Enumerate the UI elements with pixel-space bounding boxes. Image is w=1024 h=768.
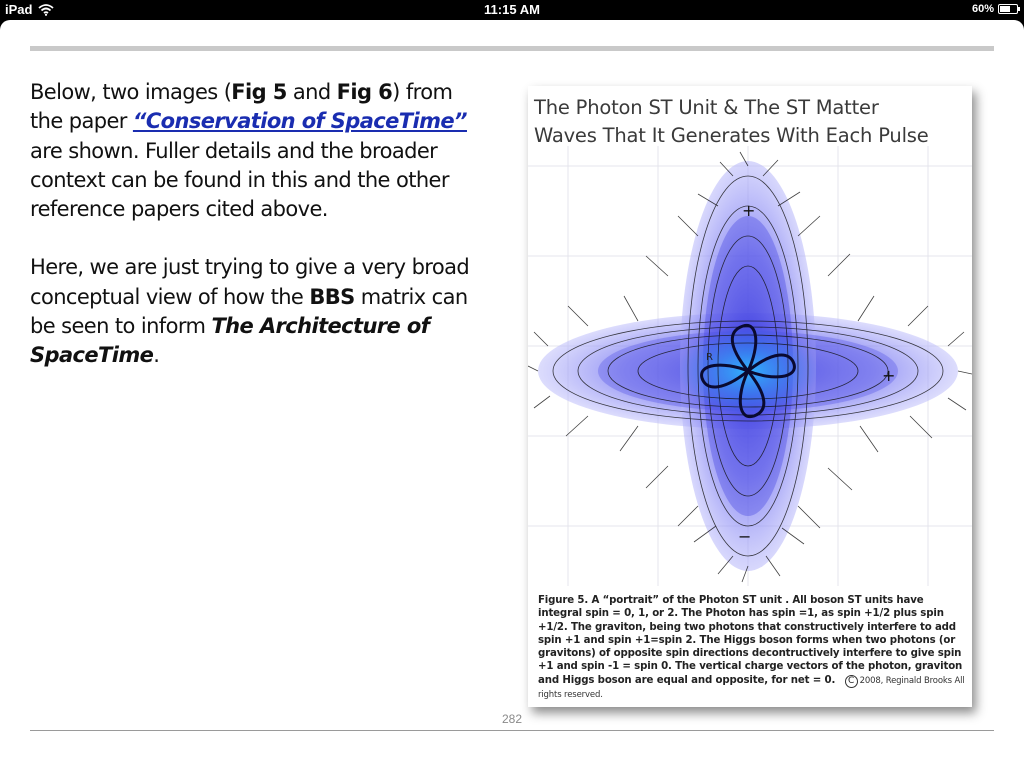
plus-label-right: + (882, 366, 896, 385)
device-name: iPad (5, 2, 33, 17)
minus-label-bottom: − (738, 527, 752, 546)
plus-label-top: + (742, 201, 756, 220)
figure-caption: Figure 5. A “portrait” of the Photon ST unit . All boson ST units have integral spin = 0, 1, or 2. The Photon has spin =1, as spin +1/2 plus spin +1/2. The graviton, being two photons that constructively interfere to add spin +1 and spin +1=spin 2. The Higgs boson forms when two photons (or gravitons) of opposite spin directions decontructively interfere to give spin +1 and spin -1 = spin 0. The vertical charge vectors of the photon, graviton and Higgs boson are equal and opposite, for net = 0. C 2008, Reginald Brooks All rights reserved. (538, 595, 965, 701)
paragraph-intro: Below, two images (Fig 5 and Fig 6) from the paper “Conservation of SpaceTime” are shown. Fuller details and the broader context can be found in this and the other reference papers cited above. (30, 80, 467, 222)
status-bar (0, 0, 1024, 20)
top-divider (30, 46, 994, 51)
figure-5-image[interactable] (528, 86, 972, 707)
copyright-text: 2008, Reginald Brooks All rights reserved. (538, 675, 965, 701)
book-page[interactable] (0, 20, 1024, 768)
r-label: R (706, 352, 713, 363)
page-number: 282 (501, 712, 523, 726)
battery-percent: 60% (971, 3, 994, 15)
body-text (30, 78, 475, 371)
battery-fill (1000, 6, 1010, 12)
paragraph-bbs: Here, we are just trying to give a very broad conceptual view of how the BBS matrix can be seen to inform The Architecture of SpaceTime. (30, 255, 470, 368)
figure-title: The Photon ST Unit & The ST Matter Waves That It Generates With Each Pulse (534, 96, 929, 147)
bottom-divider (30, 730, 994, 731)
fig5-ref: Fig 5 (231, 80, 287, 104)
fig6-ref: Fig 6 (336, 80, 393, 104)
battery-icon (998, 4, 1018, 14)
bbs-term: BBS (309, 284, 355, 309)
clock: 11:15 AM (484, 2, 540, 17)
photon-portrait-illustration (528, 146, 972, 586)
architecture-title: The Architecture of SpaceTime (30, 314, 430, 368)
status-right (972, 3, 1018, 15)
copyright-icon: C (845, 675, 858, 688)
paper-link[interactable]: “Conservation of SpaceTime” (132, 109, 467, 134)
